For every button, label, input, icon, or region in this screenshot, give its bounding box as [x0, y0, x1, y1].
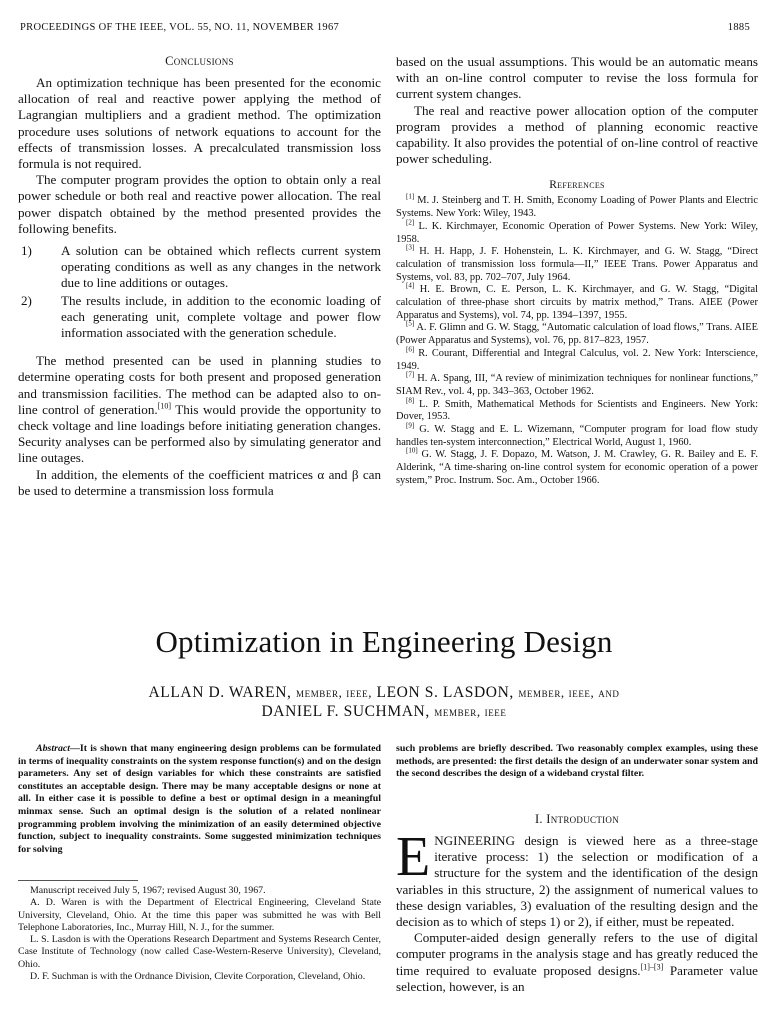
- reference-item: [5] A. F. Glimn and G. W. Stagg, “Automatic calculation of load flows,” Trans. AIEE (Power Apparatus and Systems), vol. 76, pp. 817–823, 1957.: [396, 319, 758, 347]
- drop-cap: E: [396, 826, 431, 888]
- conclusions-paragraph-1: An optimization technique has been presented for the economic allocation of real and reactive power applying the method of Lagrangian multipliers and a gradient method. The optimization procedure uses solutions of network equations to account for the effects of transmission losses. A precalculated transmission loss formula is not required.: [18, 75, 381, 172]
- abstract-left: [18, 743, 381, 856]
- abstract-continued: such problems are briefly described. Two reasonably complex examples, using these methods, are presented: the first details the design of an underwater sonar system and the second describes the design of a wideband crystal filter.: [396, 743, 758, 780]
- citation-1-3: [1]–[3]: [640, 962, 664, 972]
- reference-item: [8] L. P. Smith, Mathematical Methods for Scientists and Engineers. New York: Dover, 1953.: [396, 396, 758, 423]
- authors-line-1: ALLAN D. WAREN, member, ieee, LEON S. LASDON, member, ieee, and: [148, 684, 620, 701]
- abstract-label: Abstract: [36, 743, 71, 754]
- conclusions-heading: Conclusions: [165, 54, 234, 68]
- conclusions-paragraph-2: The computer program provides the option to obtain only a real power schedule or both real and reactive power allocation. The real power dispatch obtained by the method presented provides the following benefits.: [18, 172, 381, 236]
- journal-info: PROCEEDINGS OF THE IEEE, VOL. 55, NO. 11, NOVEMBER 1967: [20, 22, 340, 33]
- abstract-right: [396, 743, 758, 781]
- conclusions-paragraph-3: The method presented can be used in planning studies to determine operating costs for both present and proposed generation and transmission facilities. The method can be adapted also to on-line control of generation.[10] This would provide the opportunity to check voltage and line loadings before initiating generation changes. Security analyses can be performed also by simulating generator and line outages.: [18, 353, 382, 466]
- footnotes: [18, 885, 381, 983]
- reference-item: [10] G. W. Stagg, J. F. Dopazo, M. Watson, J. M. Crawley, G. R. Bailey and E. F. Alderink, “A time-sharing on-line control system for economic operation of a power system,” Proc. Instrum. Soc. Am., October 1966.: [396, 447, 758, 486]
- page-number: 1885: [727, 22, 750, 33]
- conclusions-paragraph-4: In addition, the elements of the coefficient matrices α and β can be used to determine a transmission loss formula: [18, 466, 381, 498]
- reference-item: [4] H. E. Brown, C. E. Person, L. K. Kirchmayer, and G. W. Stagg, “Digital calculation of three-phase short circuits by matrix method,” Trans. AIEE (Power Apparatus and Systems), vol. 74, pp. 1394–1397, 1955.: [396, 281, 758, 321]
- references-list: [396, 192, 758, 487]
- benefit-item-2: 2) The results include, in addition to the economic loading of each generating unit, complete voltage and power flow information associated with the generation schedule.: [21, 292, 381, 341]
- footnote-lasdon: L. S. Lasdon is with the Operations Research Department and Systems Research Center, Case Institute of Technology (now called Case-Western-Reserve University), Cleveland, Ohio.: [18, 934, 381, 970]
- conclusions-continued: [396, 54, 758, 488]
- footnote-rule: [18, 880, 138, 881]
- abstract-text: —It is shown that many engineering design problems can be formulated in terms of inequality constraints on the system response function(s) and on the design parameters. Any set of design variables for which these constraints are satisfied constitutes an acceptable design. There may be many acceptable designs or none at all. In either case it is possible to define a best or optimal design in a meaningful minmax sense. Such an optimal design is the solution of a related nonlinear programming problem involving the minimization of an easily determined objective function, subject to inequality constraints. Some suggested minimization techniques for solving: [18, 743, 381, 855]
- reference-item: [9] G. W. Stagg and E. L. Wizemann, “Computer program for load flow study handles ten-system interconnection,” Electrical World, August 1, 1960.: [396, 421, 758, 448]
- introduction-paragraph-2: Computer-aided design generally refers to the use of digital computer programs in the analysis stage and has greatly reduced the time required to evaluate proposed designs.[1]–[3] Parameter value selection, however, is an: [396, 930, 758, 994]
- authors-line-2: DANIEL F. SUCHMAN, member, ieee: [261, 703, 507, 720]
- references-heading: References: [549, 179, 605, 192]
- conclusions-section: [18, 54, 381, 499]
- reference-item: [3] H. H. Happ, J. F. Hohenstein, L. K. Kirchmayer, and G. W. Stagg, “Direct calculation of transmission loss formula—II,” IEEE Trans. Power Apparatus and Systems, vol. 83, pp. 702–707, July 1964.: [396, 243, 758, 283]
- reference-item: [2] L. K. Kirchmayer, Economic Operation of Power Systems. New York: Wiley, 1958.: [396, 218, 758, 245]
- reference-item: [7] H. A. Spang, III, “A review of minimization techniques for nonlinear functions,” SIAM Rev., vol. 4, pp. 343–363, October 1962.: [396, 370, 758, 397]
- citation-10: [10]: [157, 401, 171, 411]
- introduction-heading: I. Introduction: [534, 812, 620, 826]
- footnote-received: Manuscript received July 5, 1967; revised August 30, 1967.: [30, 885, 266, 896]
- reference-item: [1] M. J. Steinberg and T. H. Smith, Economy Loading of Power Plants and Electric Systems. New York: Wiley, 1943.: [396, 192, 758, 220]
- introduction-section: [396, 812, 758, 995]
- benefits-list: [18, 243, 381, 341]
- footnote-waren: A. D. Waren is with the Department of Electrical Engineering, Cleveland State University, Cleveland, Ohio. At the time this paper was submitted he was with Bell Telephone Laboratories, Inc., Murray Hill, N. J., for the summer.: [18, 897, 381, 933]
- reference-item: [6] R. Courant, Differential and Integral Calculus, vol. 2. New York: Interscience, 1949.: [396, 345, 758, 372]
- benefit-item-1: 1) A solution can be obtained which reflects current system operating conditions as well as any changes in the network due to line additions or outages.: [21, 243, 381, 291]
- article-title: Optimization in Engineering Design: [155, 624, 613, 659]
- footnote-suchman: D. F. Suchman is with the Ordnance Division, Clevite Corporation, Cleveland, Ohio.: [30, 971, 366, 983]
- conclusions-paragraph-6: The real and reactive power allocation option of the computer program provides a method of planning economic reactive capability. It also provides the potential of on-line control of reactive power scheduling.: [396, 102, 758, 167]
- introduction-paragraph-1: ENGINEERING design is viewed here as a three-stage iterative process: 1) the selection or modification of a structure for the system and the identification of the design variables in this structure, 2) the assignment of numerical values to these design variables, 3) evaluation of the resulting design and the decision as to which of steps 1) or 2), if either, must be repeated.: [396, 826, 758, 930]
- conclusions-paragraph-5: based on the usual assumptions. This would be an automatic means with an on-line control computer to revise the loss formula for current system changes.: [396, 54, 758, 102]
- author-list: [0, 683, 768, 721]
- running-head: [20, 22, 750, 33]
